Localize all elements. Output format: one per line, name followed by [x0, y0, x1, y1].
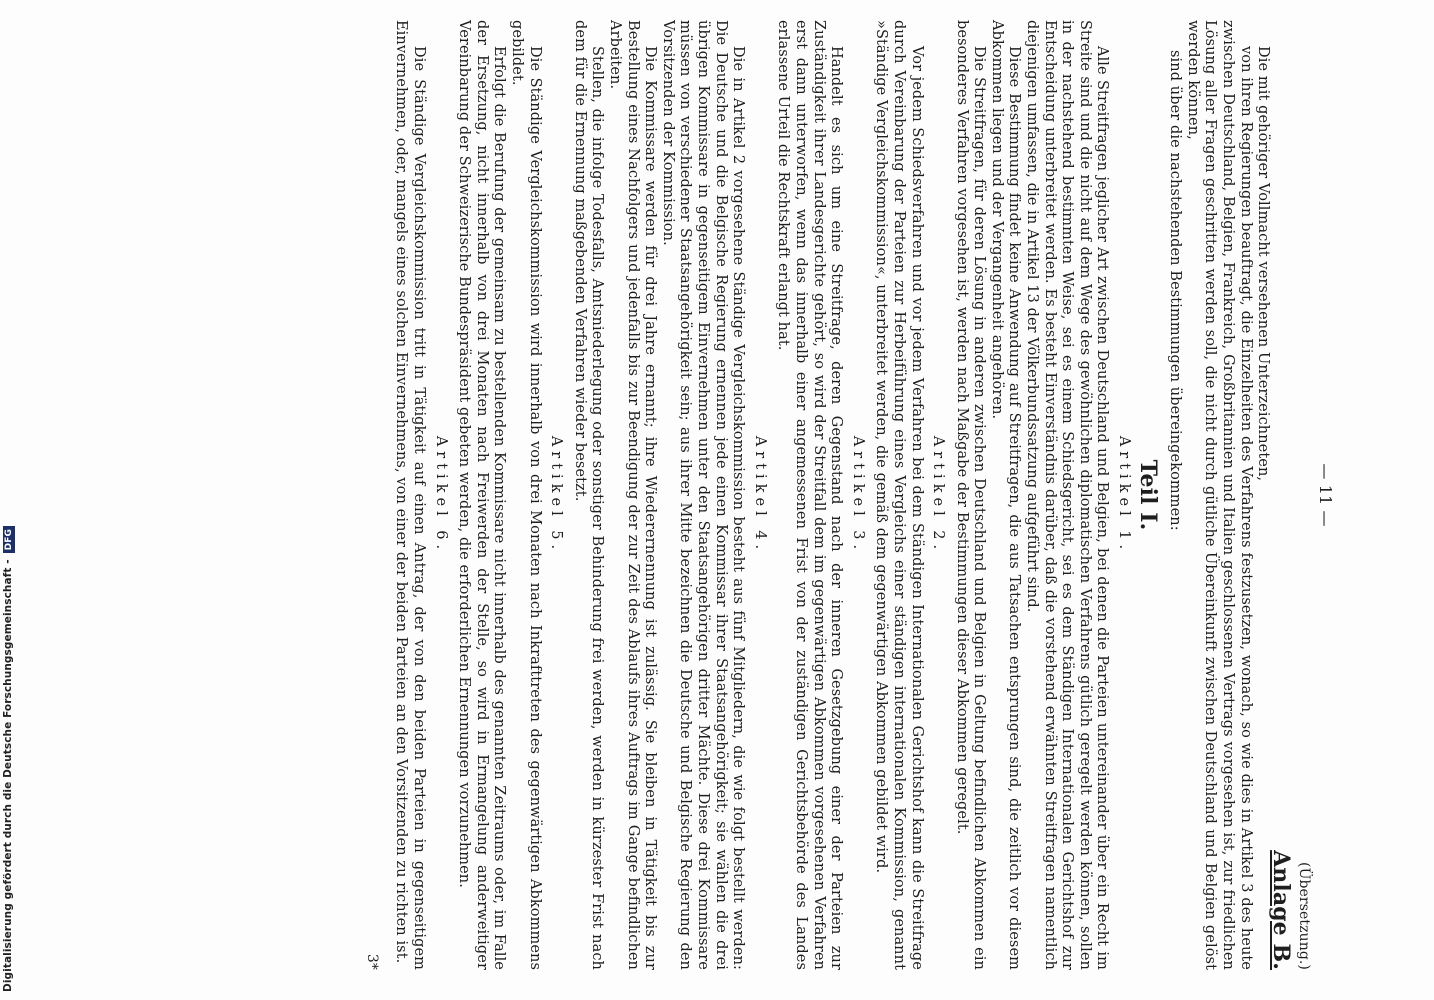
article: [392, 20, 449, 970]
article-heading: Artikel 2.: [930, 435, 947, 555]
article-paragraph: Erfolgt die Berufung der gemeinsam zu bestellenden Kommissare nicht innerhalb des genannten Zeitraums oder, im Falle der Ersetzung, nicht innerhalb von drei Monaten nach Freiwerden der Stelle, so wird in Ermangelung anderweitiger Vereinbarung der Schweizerische Bundespräsident gebeten werden, die erforderlichen Ernennungen vorzunehmen.: [456, 20, 508, 970]
article-paragraph: Vor jedem Schiedsverfahren und vor jedem Verfahren bei dem Ständigen Internationalen Gerichtshof kann die Streitfrage durch Vereinbarung der Parteien zur Herbeiführung eines Vergleichs einer ständigen internationalen Kommission, genannt »Ständige Vergleichskommission«, unterbreitet werden, die gemäß dem gegenwärtigen Abkommen gebildet wird.: [873, 20, 925, 970]
annex-header: [1267, 20, 1313, 970]
article-paragraph: Die Kommissare werden für drei Jahre ernannt; ihre Wiederernennung ist zulässig. Sie bleiben in Tätigkeit bis zur Bestellung eines Nachfolgers und jedenfalls bis zur Beendigung der zur Zeit des Ablaufs ihres Auftrags im Gange befindlichen Arbeiten.: [607, 20, 659, 970]
part-title: Teil I.: [1134, 459, 1161, 531]
dfg-logo: DFG: [3, 526, 15, 553]
credit-text: Digitalisierung gefördert durch die Deutsche Forschungsgemeinschaft -: [2, 559, 14, 992]
article-paragraph: Stellen, die infolge Todesfalls, Amtsniederlegung oder sonstiger Behinderung frei werden, werden in kürzester Frist nach dem für die Ernennung maßgebenden Verfahren wieder besetzt.: [571, 20, 606, 970]
article-paragraph: Die Streitfragen, für deren Lösung in anderen zwischen Deutschland und Belgien in Geltung befindlichen Abkommen ein besonderes Verfahren vorgesehen ist, werden nach Maßgabe der Bestimmungen dieser Abkommen geregelt.: [953, 20, 988, 970]
article: [952, 20, 1132, 970]
page-number: — 11 —: [1316, 463, 1335, 527]
article-heading: Artikel 1.: [1116, 435, 1133, 555]
article-heading: Artikel 4.: [751, 435, 768, 555]
article: [774, 20, 866, 970]
article-heading: Artikel 5.: [548, 435, 565, 555]
article-heading: Artikel 3.: [849, 435, 866, 555]
article-paragraph: Handelt es sich um eine Streitfrage, deren Gegenstand nach der inneren Gesetzgebung einer der Parteien zur Zuständigkeit ihrer Landesgerichte gehört, so wird der Streitfall dem im gegenwärtigen Abkommen vorgesehenen Verfahren erst dann unterworfen, wenn das innerhalb einer angemessenen Frist von der zuständigen Gerichtsbehörde des Landes erlassene Urteil die Rechtskraft erlangt hat.: [775, 20, 845, 970]
translation-note: (Übersetzung.): [1296, 862, 1313, 970]
document-page: [154, 20, 1334, 970]
preamble-body: von ihren Regierungen beauftragt, die Einzelheiten des Verfahrens festzusetzen, wonach, so wie dies in Artikel 3 des heute zwischen Deutschland, Belgien, Frankreich, Großbritannien und Italien geschlossenen Vertrags vorgesehen ist, zur friedlichen Lösung aller Fragen geschritten werden soll, die nicht durch gütliche Übereinkunft zwischen Deutschland und Belgien gelöst werden können,: [1184, 20, 1254, 970]
digitization-credit: [2, 2, 20, 992]
article-paragraph: Alle Streitfragen jeglicher Art zwischen Deutschland und Belgien, bei denen die Parteien untereinander über ein Recht im Streite sind und die nicht auf dem Wege des gewöhnlichen diplomatischen Verfahrens gütlich geregelt werden können, sollen in der nachstehend bestimmten Weise, sei es einem Schiedsgericht, sei es dem Ständigen Internationalen Gerichtshof zur Entscheidung unterbreitet werden. Es besteht Einverständnis darüber, daß die vorstehend erwähnten Streitfragen namentlich diejenigen umfassen, die in Artikel 13 der Völkerbundssatzung aufgeführt sind.: [1024, 20, 1111, 970]
article-paragraph: Die in Artikel 2 vorgesehene Ständige Vergleichskommission besteht aus fünf Mitgliedern, die wie folgt bestellt werden: Die Deutsche und die Belgische Regierung ernennen jede einen Kommissar ihrer Staatsangehörigkeit; sie wählen die drei übrigen Kommissare in gegenseitigem Einvernehmen unter den Staatsangehörigen dritter Mächte. Diese drei Kommissare müssen von verschiedener Staatsangehörigkeit sein; aus ihrer Mitte bezeichnen die Deutsche und Belgische Regierung den Vorsitzenden der Kommission.: [659, 20, 747, 970]
article: [455, 20, 565, 970]
article: [872, 20, 946, 970]
article-paragraph: Die Ständige Vergleichskommission wird innerhalb von drei Monaten nach Inkrafttreten des gegenwärtigen Abkommens gebildet.: [509, 20, 543, 970]
article-paragraph: Diese Bestimmung findet keine Anwendung auf Streitfragen, die aus Tatsachen entsprungen sind, die zeitlich vor diesem Abkommen liegen und der Vergangenheit angehören.: [988, 20, 1023, 970]
preamble-closing: sind über die nachstehenden Bestimmungen übereingekommen:: [1167, 50, 1184, 531]
articles-list: [392, 20, 1132, 970]
annex-title: Anlage B.: [1267, 850, 1294, 970]
signature-mark: 3*: [363, 953, 380, 970]
preamble: [1166, 20, 1272, 970]
preamble-first-line: Die mit gehöriger Vollmacht versehenen Unterzeichneten,: [1255, 46, 1272, 482]
article-heading: Artikel 6.: [432, 435, 449, 555]
article-paragraph: Die Ständige Vergleichskommission tritt in Tätigkeit auf einen Antrag, der von den beiden Parteien in gegenseitigem Einvernehmen, oder, mangels eines solchen Einvernehmens, von einer der beiden Parteien an den Vorsitzenden zu richten ist.: [393, 20, 428, 970]
article: [570, 20, 768, 970]
